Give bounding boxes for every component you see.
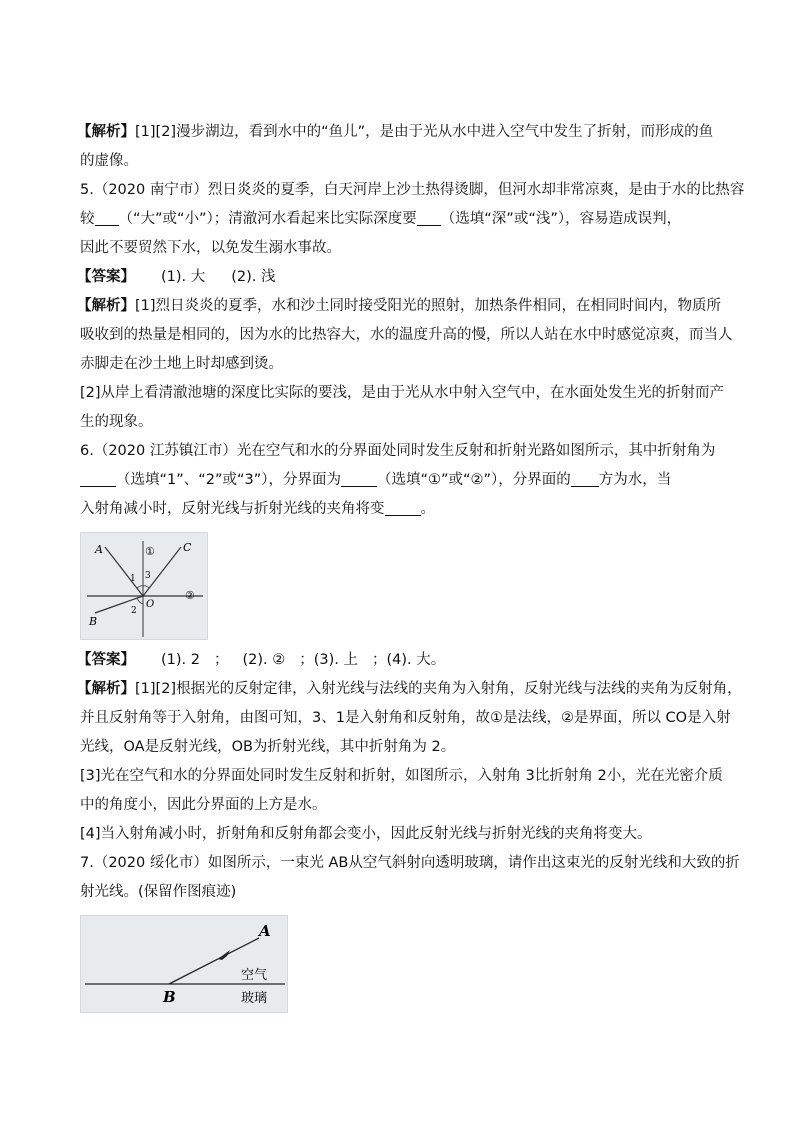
q4-analysis-text-2: 的虚像。: [80, 153, 138, 169]
label-o: O: [146, 599, 155, 610]
analysis-tag: 【解析】: [77, 124, 135, 140]
q5-analysis-text-4: [2]从岸上看清澈池塘的深度比实际的要浅，是由于光从水中射入空气中，在水面处发生光的折射而产: [80, 385, 725, 401]
q6-analysis-text-5: 中的角度小，因此分界面的上方是水。: [80, 797, 327, 813]
q7-light-ray-figure: [80, 915, 288, 1013]
label-interface-2: ②: [185, 589, 195, 602]
q6-analysis-line-2: [80, 704, 731, 733]
q6-analysis-line-3: [80, 733, 720, 762]
label-angle-3: 3: [145, 571, 151, 581]
analysis-tag: 【解析】: [77, 681, 135, 697]
q5-question-text-3: 因此不要贸然下水，以免发生溺水事故。: [80, 240, 341, 256]
q5-blank-2[interactable]: [417, 209, 441, 226]
label-point-a: A: [259, 922, 271, 940]
q5-analysis-line-3: [80, 350, 720, 379]
q5-answer-2: (2). 浅: [231, 269, 276, 285]
q6-answer-1: (1). 2: [161, 652, 200, 668]
q7-question-line-1: [80, 849, 740, 878]
label-b: B: [89, 615, 98, 628]
q4-analysis-text-1: [1][2]漫步湖边，看到水中的“鱼儿”，是由于光从水中进入空气中发生了折射，而形成的鱼: [135, 124, 714, 140]
q6-sep-1: ；: [213, 652, 229, 668]
answer-tag: 【答案】: [77, 652, 135, 668]
q6-light-path-figure: [80, 532, 208, 640]
q4-analysis-line-1: [77, 118, 720, 147]
q6-text-a: （选填“1”、“2”或“3”），分界面为: [116, 472, 341, 488]
q6-question-line-3: [80, 495, 720, 524]
ray-oa: [105, 547, 143, 596]
q6-sep-2: ；: [299, 652, 314, 668]
label-air: 空气: [241, 968, 268, 983]
q6-question-text-1: 6.（2020 江苏镇江市）光在空气和水的分界面处同时发生反射和折射光路如图所示，其中折射角为: [80, 443, 716, 459]
q6-sep-3: ；: [372, 652, 387, 668]
q6-analysis-text-3: 光线，OA是反射光线，OB为折射光线，其中折射角为 2。: [80, 739, 456, 755]
label-a: A: [95, 543, 103, 556]
q5-analysis-text-3: 赤脚走在沙土地上时却感到烫。: [80, 356, 283, 372]
label-point-b: B: [163, 988, 176, 1006]
q6-blank-4[interactable]: [385, 499, 421, 516]
q6-figure-svg: [81, 533, 207, 639]
label-angle-2: 2: [131, 606, 137, 616]
q6-answer-4: (4). 大。: [386, 652, 446, 668]
q5-question-text-1: 5.（2020 南宁市）烈日炎炎的夏季，白天河岸上沙土热得烫脚，但河水却非常凉爽，是由于水的比热容: [80, 182, 745, 198]
q5-text-b: （“大”或“小”）；清澈河水看起来比实际深度要: [118, 211, 417, 227]
q5-blank-1[interactable]: [95, 209, 119, 226]
label-c: C: [183, 541, 192, 554]
q6-analysis-line-6: [80, 820, 720, 849]
q5-analysis-line-5: [80, 408, 720, 437]
q6-analysis-line-1: [77, 675, 742, 704]
q6-analysis-line-4: [80, 762, 723, 791]
worksheet-page: [77, 118, 745, 1013]
q6-text-b: （选填“①”或“②”），分界面的: [377, 472, 571, 488]
q6-text-c: 方为水，当: [598, 472, 672, 488]
label-angle-1: 1: [130, 574, 136, 584]
q5-text-a: 较: [80, 211, 95, 227]
angle-1-arc: [137, 586, 143, 588]
q5-analysis-text-1: [1]烈日炎炎的夏季，水和沙土同时接受阳光的照射，加热条件相同，在相同时间内，物质所: [135, 298, 722, 314]
q5-question-line-1: [80, 176, 745, 205]
q7-question-line-2: [80, 878, 720, 907]
q6-analysis-text-4: [3]光在空气和水的分界面处同时发生反射和折射，如图所示，入射角 3比折射角 2小，光在光密介质: [80, 768, 723, 784]
q5-answer-1: (1). 大: [161, 269, 206, 285]
q6-text-e: 。: [420, 501, 435, 517]
q6-answer-3: (3). 上: [313, 652, 359, 668]
q5-answer-line: [77, 263, 720, 292]
q6-analysis-text-1: [1][2]根据光的反射定律，入射光线与法线的夹角为入射角，反射光线与法线的夹角为反射角，: [135, 681, 742, 697]
q6-answer-2: (2). ②: [242, 652, 286, 668]
q4-analysis-line-2: [80, 147, 720, 176]
q6-analysis-text-6: [4]当入射角减小时，折射角和反射角都会变小，因此反射光线与折射光线的夹角将变大。: [80, 826, 652, 842]
q6-analysis-line-5: [80, 791, 720, 820]
q6-text-d: 入射角减小时，反射光线与折射光线的夹角将变: [80, 501, 385, 517]
q5-analysis-line-2: [80, 321, 733, 350]
q5-analysis-line-1: [77, 292, 722, 321]
angle-2-arc: [137, 598, 143, 604]
q6-question-line-1: [80, 437, 720, 466]
q6-blank-1[interactable]: [80, 470, 116, 487]
q5-text-c: （选填“深”或“浅”），容易造成误判，: [440, 211, 682, 227]
label-normal-1: ①: [145, 545, 155, 558]
q5-analysis-line-4: [80, 379, 725, 408]
q6-blank-2[interactable]: [341, 470, 377, 487]
label-glass: 玻璃: [241, 991, 268, 1006]
q5-question-line-2: [80, 205, 720, 234]
analysis-tag: 【解析】: [77, 298, 135, 314]
q7-question-text-2: 射光线。(保留作图痕迹): [80, 884, 237, 900]
q6-blank-3[interactable]: [571, 470, 599, 487]
angle-3-arc: [143, 586, 149, 588]
q6-analysis-text-2: 并且反射角等于入射角，由图可知，3、1是入射角和反射角，故①是法线，②是界面，所以 CO是入射: [80, 710, 731, 726]
q6-answer-line: [77, 646, 720, 675]
q5-analysis-text-2: 吸收到的热量是相同的，因为水的比热容大，水的温度升高的慢，所以人站在水中时感觉凉爽，而当人: [80, 327, 733, 343]
q5-question-line-3: [80, 234, 720, 263]
q5-analysis-text-5: 生的现象。: [80, 414, 153, 430]
q6-question-line-2: [80, 466, 720, 495]
q7-question-text-1: 7.（2020 绥化市）如图所示，一束光 AB从空气斜射向透明玻璃，请作出这束光的反射光线和大致的折: [80, 855, 740, 871]
q7-figure-svg: [81, 916, 287, 1012]
answer-tag: 【答案】: [77, 269, 135, 285]
ray-arrow-icon: [218, 950, 230, 960]
